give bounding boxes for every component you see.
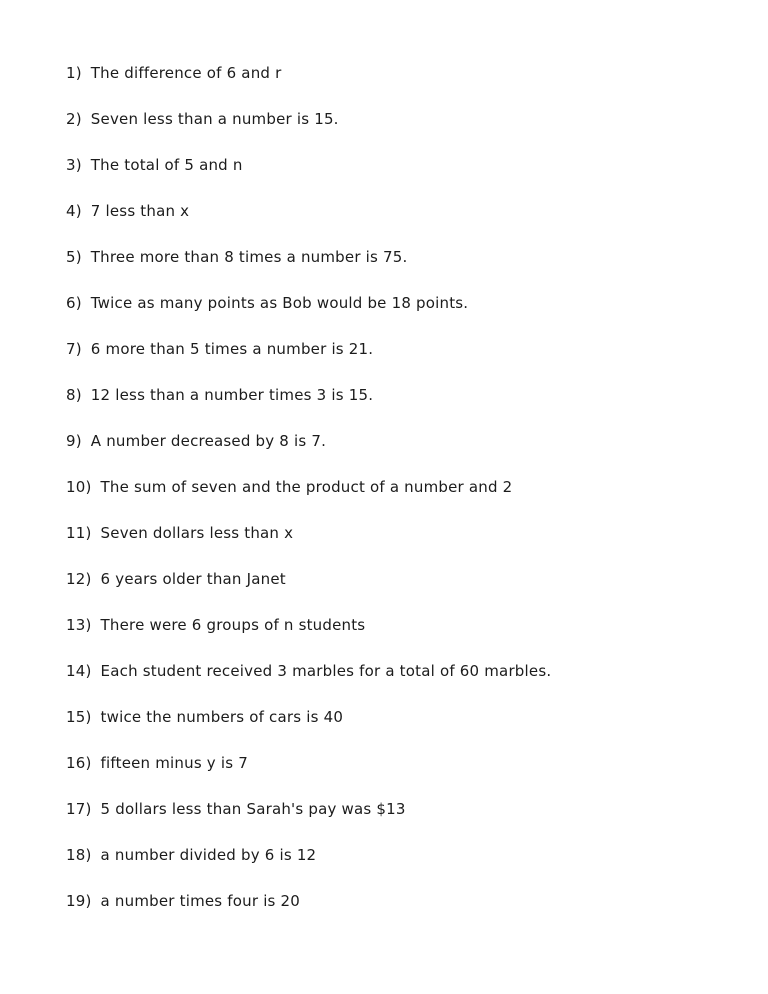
item-number: 12) <box>66 570 92 588</box>
item-number: 6) <box>66 294 82 312</box>
item-text: Each student received 3 marbles for a total of 60 marbles. <box>100 662 552 680</box>
item-number: 5) <box>66 248 82 266</box>
item-text: 5 dollars less than Sarah's pay was $13 <box>100 800 406 818</box>
item-text: A number decreased by 8 is 7. <box>90 432 327 450</box>
list-item <box>66 845 728 865</box>
list-item <box>66 63 728 83</box>
list-item <box>66 431 728 451</box>
item-number: 3) <box>66 156 82 174</box>
list-item <box>66 109 728 129</box>
item-text: The total of 5 and n <box>90 156 243 174</box>
list-item <box>66 339 728 359</box>
list-item <box>66 477 728 497</box>
item-text: 6 years older than Janet <box>100 570 286 588</box>
item-text: 6 more than 5 times a number is 21. <box>90 340 374 358</box>
item-number: 7) <box>66 340 82 358</box>
list-item <box>66 707 728 727</box>
item-number: 13) <box>66 616 92 634</box>
list-item <box>66 569 728 589</box>
item-number: 15) <box>66 708 92 726</box>
list-item <box>66 385 728 405</box>
item-text: 12 less than a number times 3 is 15. <box>90 386 374 404</box>
problem-list <box>66 63 728 911</box>
item-text: fifteen minus y is 7 <box>100 754 248 772</box>
list-item <box>66 293 728 313</box>
list-item <box>66 753 728 773</box>
item-text: a number divided by 6 is 12 <box>100 846 317 864</box>
item-number: 18) <box>66 846 92 864</box>
item-text: twice the numbers of cars is 40 <box>100 708 344 726</box>
item-number: 19) <box>66 892 92 910</box>
item-number: 17) <box>66 800 92 818</box>
item-text: There were 6 groups of n students <box>100 616 366 634</box>
list-item <box>66 799 728 819</box>
list-item <box>66 615 728 635</box>
item-text: Three more than 8 times a number is 75. <box>90 248 408 266</box>
item-text: a number times four is 20 <box>100 892 301 910</box>
list-item <box>66 155 728 175</box>
list-item <box>66 201 728 221</box>
item-number: 14) <box>66 662 92 680</box>
item-number: 4) <box>66 202 82 220</box>
list-item <box>66 891 728 911</box>
item-number: 2) <box>66 110 82 128</box>
item-text: The sum of seven and the product of a number and 2 <box>100 478 513 496</box>
item-number: 10) <box>66 478 92 496</box>
item-text: Seven less than a number is 15. <box>90 110 339 128</box>
item-number: 16) <box>66 754 92 772</box>
item-text: Twice as many points as Bob would be 18 points. <box>90 294 469 312</box>
item-number: 9) <box>66 432 82 450</box>
item-text: 7 less than x <box>90 202 190 220</box>
list-item <box>66 523 728 543</box>
item-number: 8) <box>66 386 82 404</box>
item-text: The difference of 6 and r <box>90 64 282 82</box>
item-text: Seven dollars less than x <box>100 524 294 542</box>
item-number: 1) <box>66 64 82 82</box>
list-item <box>66 247 728 267</box>
item-number: 11) <box>66 524 92 542</box>
list-item <box>66 661 728 681</box>
